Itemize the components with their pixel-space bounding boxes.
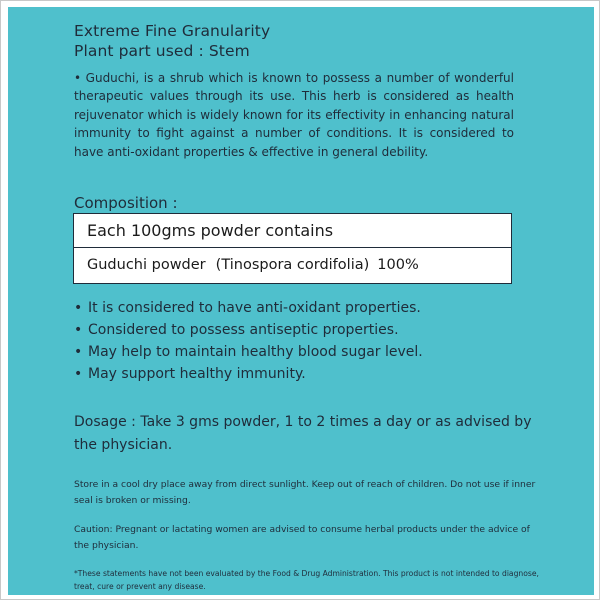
- bullet-icon: •: [74, 344, 83, 360]
- storage-instructions: Store in a cool dry place away from direct sunlight. Keep out of reach of children. Do not use if inner seal is broken or missing.: [74, 479, 536, 506]
- list-item: [74, 297, 423, 319]
- fda-disclaimer: *These statements have not been evaluated by the Food & Drug Administration. This product is not intended to diagnose, treat, cure or prevent any disease.: [74, 569, 539, 591]
- benefits-list: [74, 297, 423, 385]
- dosage-instructions: Dosage : Take 3 gms powder, 1 to 2 times a day or as advised by the physician.: [74, 414, 532, 453]
- bullet-icon: •: [74, 366, 83, 382]
- product-description: • Guduchi, is a shrub which is known to possess a number of wonderful therapeutic values through its use. This herb is considered as health rejuvenator which is widely known for its effectivity in enhancing natural immunity to fight against a number of conditions. It is considered to have anti-oxidant properties & effective in general debility.: [74, 71, 514, 159]
- composition-table-row: [74, 248, 511, 283]
- ingredient-amount: 100%: [377, 257, 419, 273]
- benefit-text: It is considered to have anti-oxidant properties.: [88, 300, 421, 316]
- list-item: [74, 363, 423, 385]
- benefit-text: May support healthy immunity.: [88, 366, 306, 382]
- plant-part-heading: Plant part used : Stem: [74, 42, 250, 60]
- benefit-text: Considered to possess antiseptic properties.: [88, 322, 399, 338]
- ingredient-latin-name: (Tinospora cordifolia): [215, 257, 370, 273]
- benefit-text: May help to maintain healthy blood sugar level.: [88, 344, 423, 360]
- composition-table-header: Each 100gms powder contains: [74, 214, 511, 248]
- composition-table: [73, 213, 512, 284]
- ingredient-name: Guduchi powder: [87, 257, 206, 273]
- caution-note: Caution: Pregnant or lactating women are advised to consume herbal products under the advice of the physician.: [74, 524, 530, 551]
- granularity-heading: Extreme Fine Granularity: [74, 22, 271, 40]
- bullet-icon: •: [74, 300, 83, 316]
- composition-label: Composition :: [74, 194, 178, 212]
- list-item: [74, 341, 423, 363]
- bullet-icon: •: [74, 322, 83, 338]
- list-item: [74, 319, 423, 341]
- label-panel: [8, 7, 594, 595]
